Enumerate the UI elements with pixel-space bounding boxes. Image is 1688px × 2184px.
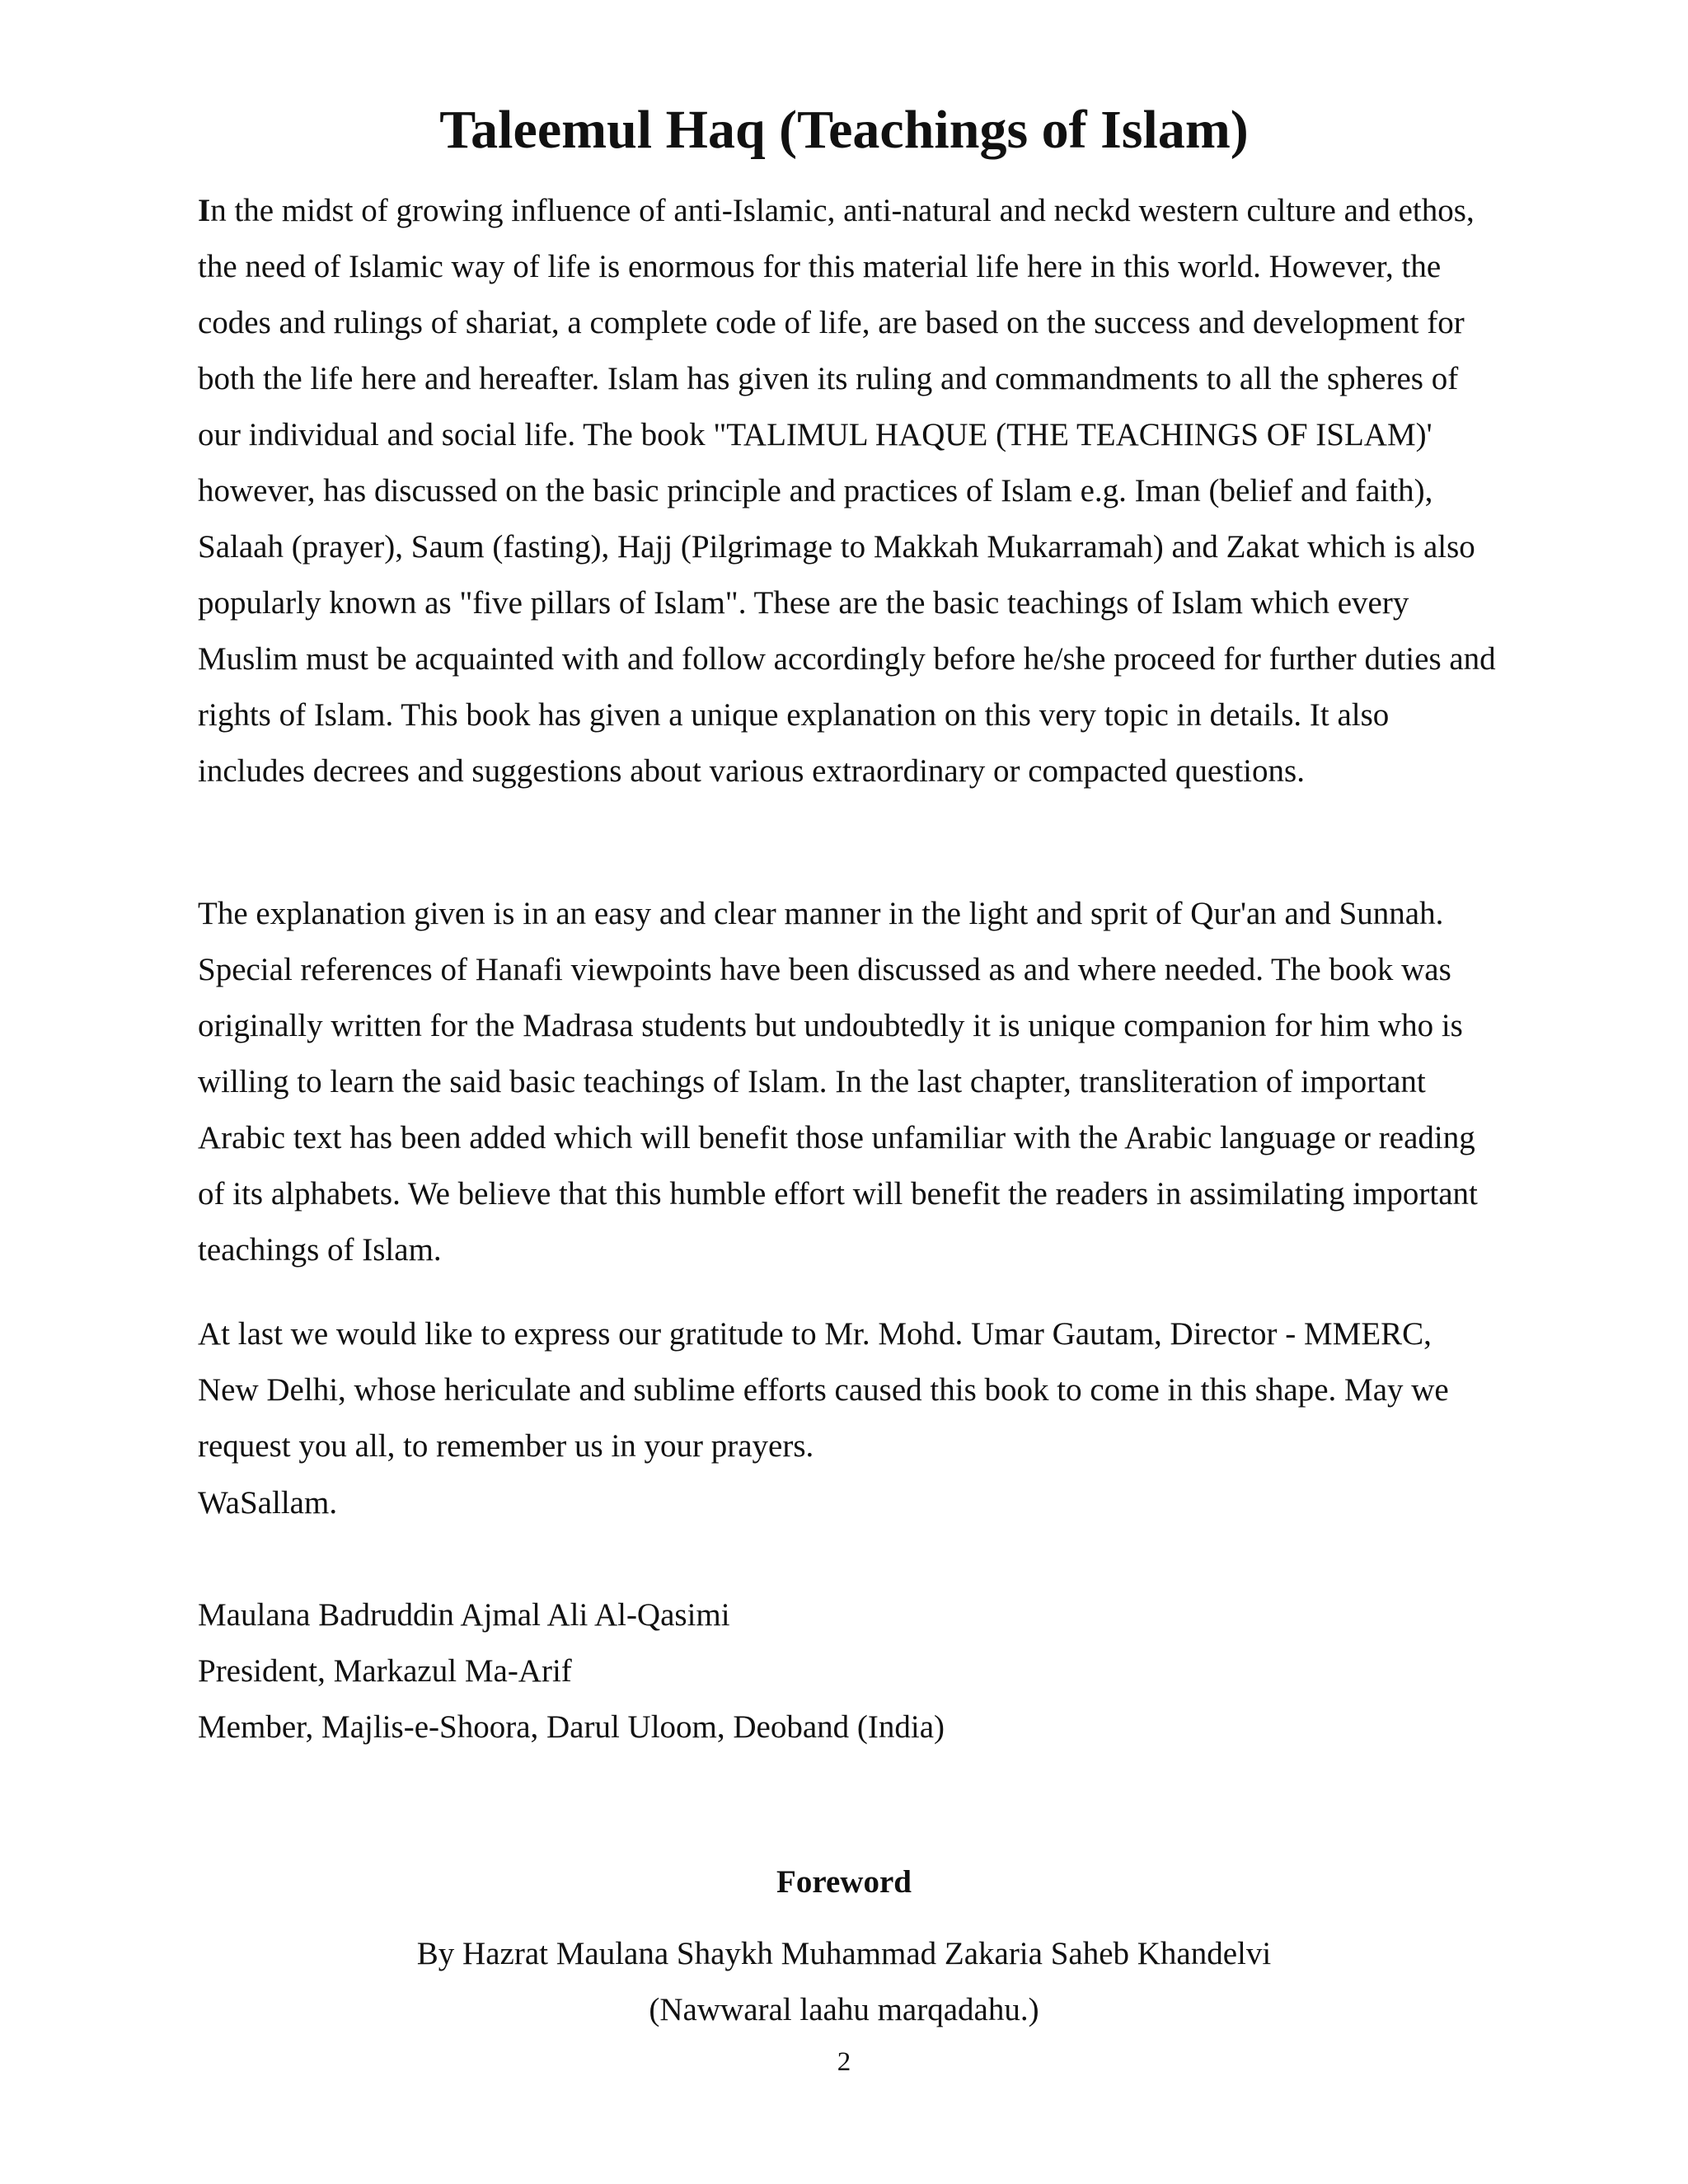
signature-role-member: Member, Majlis-e-Shoora, Darul Uloom, Deoband (India)	[198, 1709, 945, 1745]
signature-name: Maulana Badruddin Ajmal Ali Al-Qasimi	[198, 1597, 730, 1633]
foreword-author: By Hazrat Maulana Shaykh Muhammad Zakaria Saheb Khandelvi	[416, 1936, 1272, 1971]
closing-salutation: WaSallam.	[198, 1485, 338, 1521]
signature-role-president: President, Markazul Ma-Arif	[198, 1653, 572, 1689]
intro-paragraph-text: n the midst of growing influence of anti-Islamic, anti-natural and neckd western culture and ethos, the need of Islamic way of life is enormous for this material life here in this world. However, the codes and rulings of shariat, a complete code of life, are based on the success and development for both the life here and hereafter. Islam has given its ruling and commandments to all the spheres of our individual and social life. The book "TALIMUL HAQUE (THE TEACHINGS OF ISLAM)' however, has discussed on the basic principle and practices of Islam e.g. Iman (belief and faith), Salaah (prayer), Saum (fasting), Hajj (Pilgrimage to Makkah Mukarramah) and Zakat which is also popularly known as "five pillars of Islam". These are the basic teachings of Islam which every Muslim must be acquainted with and follow accordingly before he/she proceed for further duties and rights of Islam. This book has given a unique explanation on this very topic in details. It also includes decrees and suggestions about various extraordinary or compacted questions.	[198, 193, 1496, 789]
page-title: Taleemul Haq (Teachings of Islam)	[439, 100, 1249, 160]
foreword-honorific: (Nawwaral laahu marqadahu.)	[649, 1992, 1039, 2027]
drop-cap-letter: I	[198, 193, 211, 228]
intro-paragraph	[198, 183, 1500, 799]
foreword-heading: Foreword	[776, 1864, 912, 1900]
gratitude-paragraph: At last we would like to express our gratitude to Mr. Mohd. Umar Gautam, Director - MMERC, New Delhi, whose hericulate and sublime efforts caused this book to come in this shape. May we request you all, to remember us in your prayers.	[198, 1316, 1449, 1464]
explanation-paragraph: The explanation given is in an easy and clear manner in the light and sprit of Qur'an and Sunnah. Special references of Hanafi viewpoints have been discussed as and where needed. The book was originally written for the Madrasa students but undoubtedly it is unique companion for him who is willing to learn the said basic teachings of Islam. In the last chapter, transliteration of important Arabic text has been added which will benefit those unfamiliar with the Arabic language or reading of its alphabets. We believe that this humble effort will benefit the readers in assimilating important teachings of Islam.	[198, 896, 1478, 1268]
page-number: 2	[837, 2047, 851, 2077]
signature-block	[198, 1587, 1500, 1755]
